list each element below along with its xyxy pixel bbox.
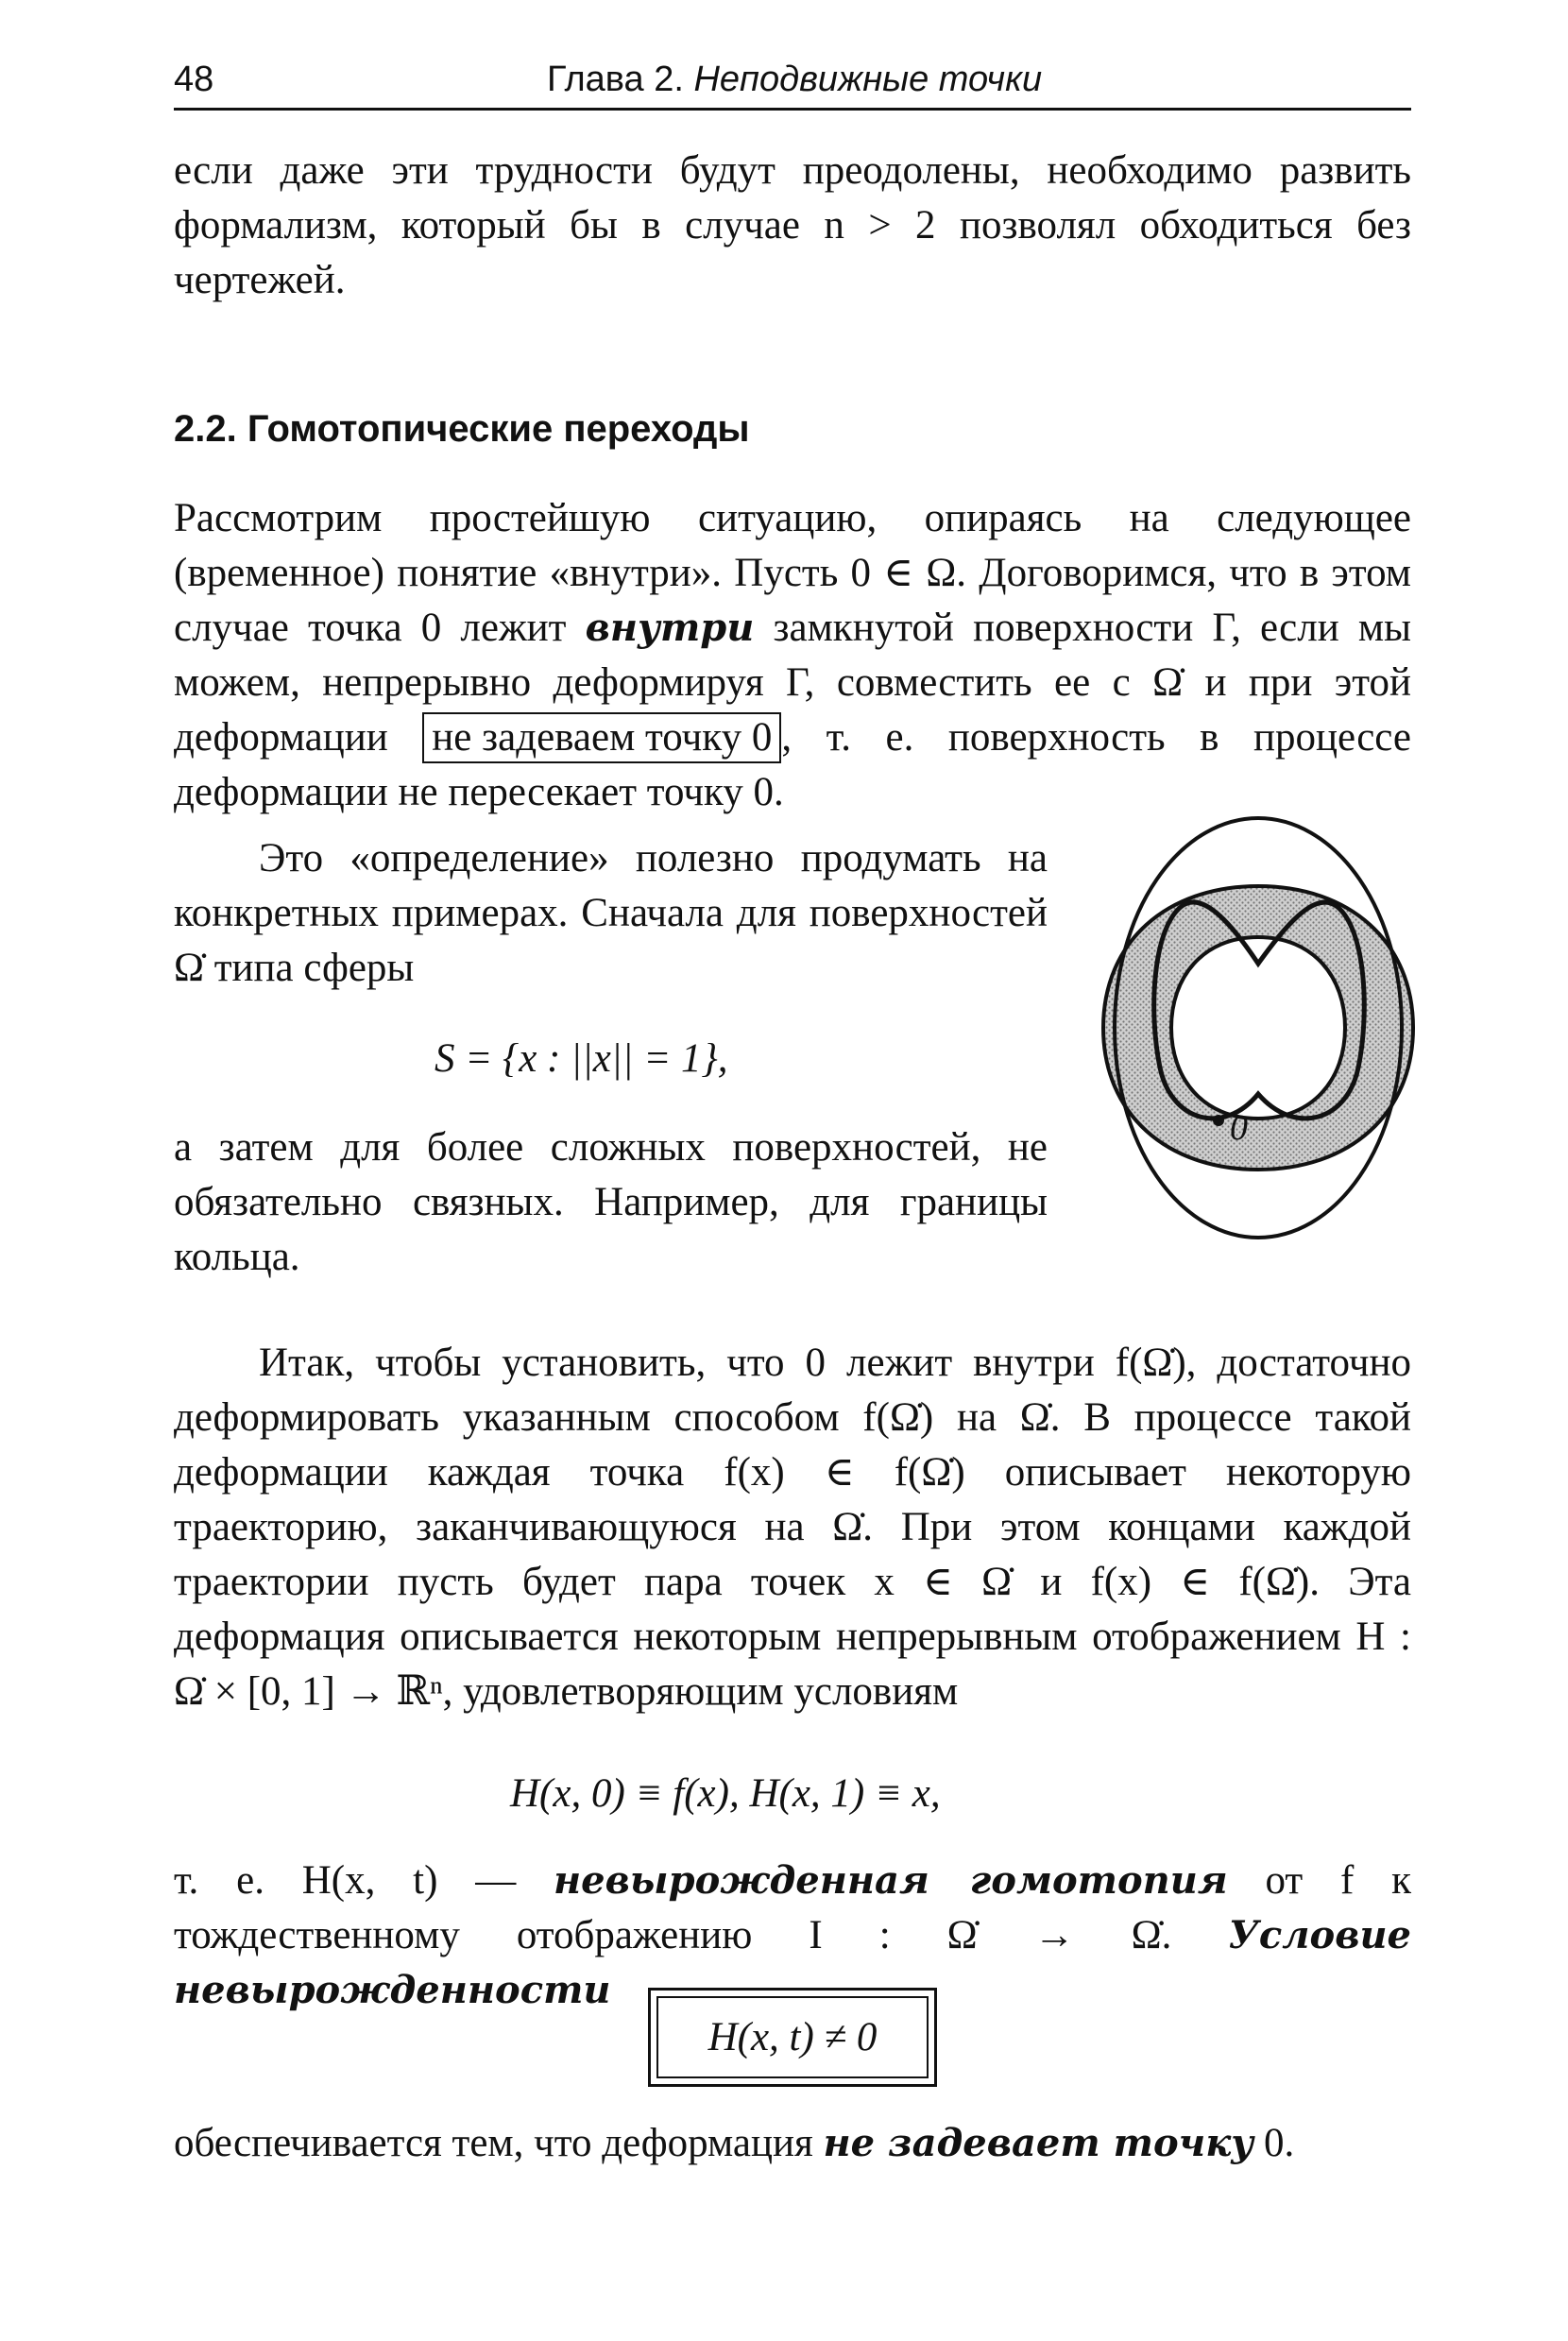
annulus-ring [1103,886,1413,1170]
paragraph-definition [174,491,1411,820]
paragraph-examples: Это «определение» полезно продумать на конкретных примерах. Сначала для поверхностей Ω̇ типа сферы [174,836,1048,990]
chapter-prefix: Глава 2. [547,60,684,99]
formula-homotopy: H(x, 0) ≡ f(x), H(x, 1) ≡ x, [510,1771,941,1816]
paragraph-homotopy-prefix: т. е. H(x, t) — [174,1858,554,1903]
emphasis-not-touch: не задевает точку [823,2121,1254,2165]
chapter-title: Неподвижные точки [693,60,1043,99]
origin-point [1213,1115,1224,1126]
paragraph-conclusion [174,2116,1411,2171]
boxed-formula-text: H(x, t) ≠ 0 [707,2015,878,2059]
paragraph-conclusion-suffix: 0. [1253,2121,1295,2165]
paragraph-complex-surfaces: а затем для более сложных поверхностей, не обязательно связных. Например, для границы кольца. [174,1125,1048,1279]
paragraph-definition-end: , т. е. поверхность в процессе деформации не пересекает точку 0. [174,715,1411,814]
origin-label: 0 [1230,1108,1248,1148]
paragraph-definition-middle: замкнутой поверхности Γ, если мы можем, непрерывно деформируя Γ, совместить ее с Ω̇ и при этой деформации [174,606,1411,760]
intro-paragraph: если даже эти трудности будут преодолены, необходимо развить формализм, который бы в случае n > 2 позволял обходиться без чертежей. [174,148,1411,302]
annulus-figure [1094,805,1423,1254]
paragraph-definition-start: Рассмотрим простейшую ситуацию, опираясь на следующее (временное) понятие «внутри». Пусть 0 ∈ Ω. Договоримся, что в этом случае точка 0 лежит [174,496,1411,650]
chapter-label [547,51,1042,108]
section-heading: 2.2. Гомотопические переходы [174,408,750,450]
paragraph-conclusion-prefix: обеспечивается тем, что деформация [174,2121,824,2165]
boxed-formula [648,1988,937,2087]
emphasis-condition: Условие невырожденности [174,1913,1411,2012]
paragraph-deformation: Итак, чтобы установить, что 0 лежит внутри f(Ω̇), достаточно деформировать указанным способом f(Ω̇) на Ω̇. В процессе такой деформации каждая точка f(x) ∈ f(Ω̇) описывает некоторую траекторию, заканчивающуюся на Ω̇. При этом концами каждой траектории пусть будет пара точек x ∈ Ω̇ и f(x) ∈ f(Ω̇). Эта деформация описывается некоторым непрерывным отображением H : Ω̇ × [0, 1] → ℝⁿ, удовлетворяющим условиям [174,1341,1411,1714]
page-number: 48 [174,60,214,99]
formula-sphere: S = {x : ||x|| = 1}, [435,1036,728,1081]
boxed-phrase: не задеваем точку 0 [422,712,781,763]
running-head [174,51,1411,111]
emphasis-homotopy: невырожденная гомотопия [554,1858,1228,1903]
paragraph-homotopy-middle: от f к тождественному отображению I : Ω̇ → Ω̇. [174,1858,1411,1957]
emphasis-inside: внутри [585,606,755,650]
